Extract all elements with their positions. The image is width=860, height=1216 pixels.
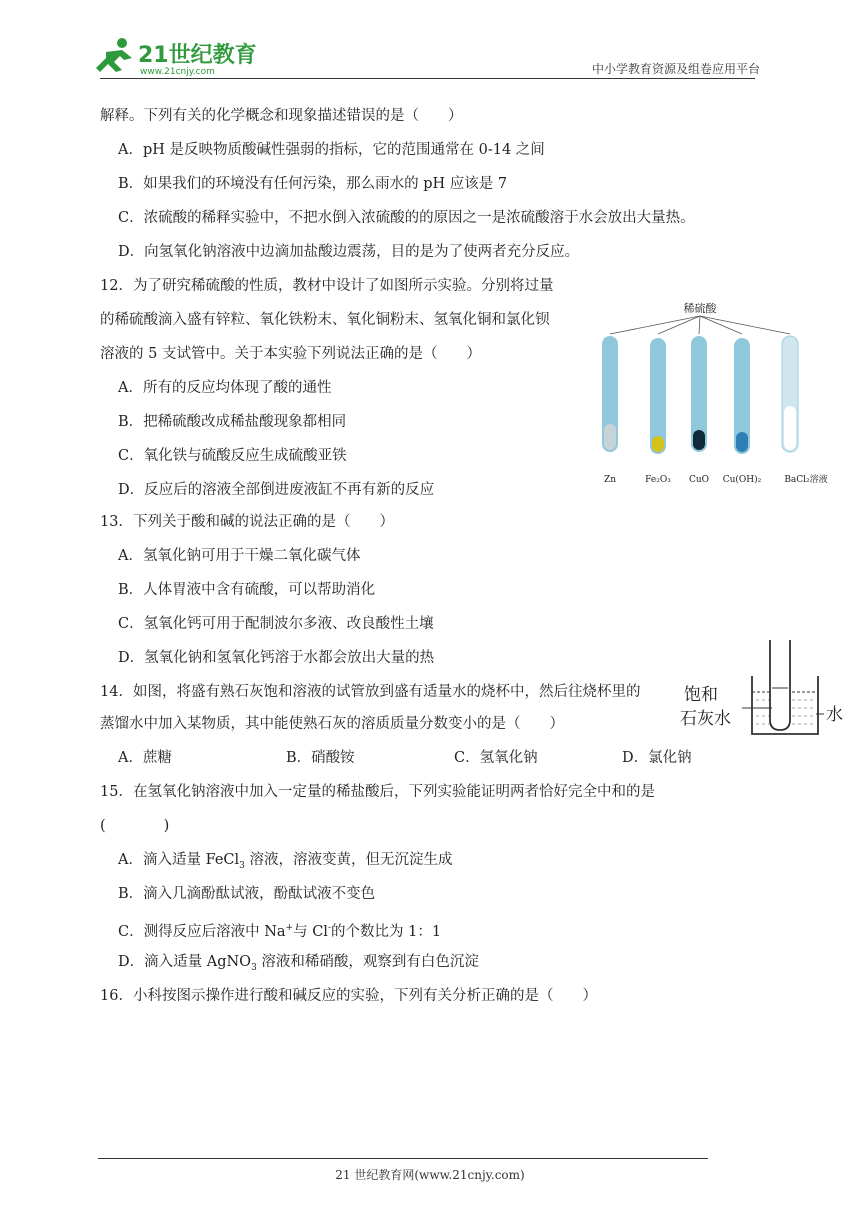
beaker-label-limewater: 石灰水: [680, 709, 731, 729]
test-tube: [770, 640, 790, 730]
q15-option-a: A．滴入适量 FeCl$_3$ 溶液，溶液变黄，但无沉淀生成: [118, 852, 453, 871]
q11-option-b: B．如果我们的环境没有任何污染，那么雨水的 pH 应该是 7: [118, 176, 508, 192]
q12-option-b: B．把稀硫酸改成稀盐酸现象都相同: [118, 414, 347, 430]
q15-stem-line1: 15．在氢氧化钠溶液中加入一定量的稀盐酸后，下列实验能证明两者恰好完全中和的是: [100, 784, 655, 800]
tube-cuoh2: [734, 338, 750, 454]
header-platform-name: 中小学教育资源及组卷应用平台: [591, 62, 760, 76]
q13-stem: 13．下列关于酸和碱的说法正确的是（ ）: [100, 514, 394, 530]
tube-label-fe2o3: Fe₂O₃: [645, 475, 671, 485]
runner-icon: [96, 38, 132, 72]
beaker-label-water: 水: [826, 705, 843, 725]
tube-fe2o3: [650, 338, 666, 454]
q14-option-a: A．蔗糖: [118, 750, 172, 766]
header-rule: [100, 78, 755, 79]
footer-rule: [98, 1158, 708, 1159]
q14-option-d: D．氯化钠: [622, 750, 692, 766]
q13-option-c: C．氢氧化钙可用于配制波尔多液、改良酸性土壤: [118, 616, 434, 632]
test-tubes-figure: [596, 296, 836, 492]
q11-stem-tail: 解释。下列有关的化学概念和现象描述错误的是（ ）: [100, 108, 463, 124]
tube-zn: [602, 336, 618, 452]
q11-option-a: A．pH 是反映物质酸碱性强弱的指标，它的范围通常在 0-14 之间: [118, 142, 545, 158]
q13-option-d: D．氢氧化钠和氢氧化钙溶于水都会放出大量的热: [118, 650, 435, 666]
q11-option-c: C．浓硫酸的稀释实验中，不把水倒入浓硫酸的的原因之一是浓硫酸溶于水会放出大量热。: [118, 210, 695, 226]
q15-stem-line2: ( ): [100, 818, 170, 834]
footer-text: 21 世纪教育网(www.21cnjy.com): [335, 1168, 525, 1182]
site-logo: [92, 34, 262, 80]
q12-option-d: D．反应后的溶液全部倒进废液缸不再有新的反应: [118, 482, 435, 498]
q13-option-b: B．人体胃液中含有硫酸，可以帮助消化: [118, 582, 376, 598]
tube-cuo: [691, 336, 707, 452]
beaker-label-saturated: 饱和: [684, 685, 718, 705]
logo-url: www.21cnjy.com: [140, 67, 215, 77]
q13-option-a: A．氢氧化钠可用于干燥二氧化碳气体: [118, 548, 361, 564]
q12-option-c: C．氧化铁与硫酸反应生成硫酸亚铁: [118, 448, 347, 464]
q14-option-b: B．硝酸铵: [286, 750, 355, 766]
q11-option-d: D．向氢氧化钠溶液中边滴加盐酸边震荡，目的是为了使两者充分反应。: [118, 244, 580, 260]
q12-stem-line2: 的稀硫酸滴入盛有锌粒、氧化铁粉末、氧化铜粉末、氢氧化铜和氯化钡: [100, 312, 550, 328]
q12-option-a: A．所有的反应均体现了酸的通性: [118, 380, 332, 396]
q14-stem-line1: 14．如图，将盛有熟石灰饱和溶液的试管放到盛有适量水的烧杯中，然后往烧杯里的: [100, 684, 641, 700]
beaker-figure: [680, 638, 843, 742]
q14-option-c: C．氢氧化钠: [454, 750, 538, 766]
tube-bacl2: [782, 336, 798, 452]
tube-label-bacl2: BaCl₂溶液: [784, 475, 828, 485]
q15-option-d: D．滴入适量 AgNO$_3$ 溶液和稀硝酸，观察到有白色沉淀: [118, 954, 479, 973]
q15-option-b: B．滴入几滴酚酞试液，酚酞试液不变色: [118, 886, 376, 902]
q15-option-c: C．测得反应后溶液中 Na+与 Cl-的个数比为 1：1: [118, 923, 442, 940]
branch-lines: [610, 316, 790, 334]
tube-label-cuoh2: Cu(OH)₂: [722, 475, 762, 485]
q12-stem-line1: 12．为了研究稀硫酸的性质，教材中设计了如图所示实验。分别将过量: [100, 278, 554, 294]
tube-label-zn: Zn: [603, 475, 617, 485]
q12-stem-line3: 溶液的 5 支试管中。关于本实验下列说法正确的是（ ）: [100, 346, 481, 362]
q16-stem: 16．小科按图示操作进行酸和碱反应的实验，下列有关分析正确的是（ ）: [100, 988, 597, 1004]
figure-label-dilute-sulfuric-acid: 稀硫酸: [683, 302, 717, 315]
q14-stem-line2: 蒸馏水中加入某物质，其中能使熟石灰的溶质质量分数变小的是（ ）: [100, 716, 564, 732]
tube-label-cuo: CuO: [688, 475, 710, 485]
logo-text: 21世纪教育: [138, 43, 257, 68]
